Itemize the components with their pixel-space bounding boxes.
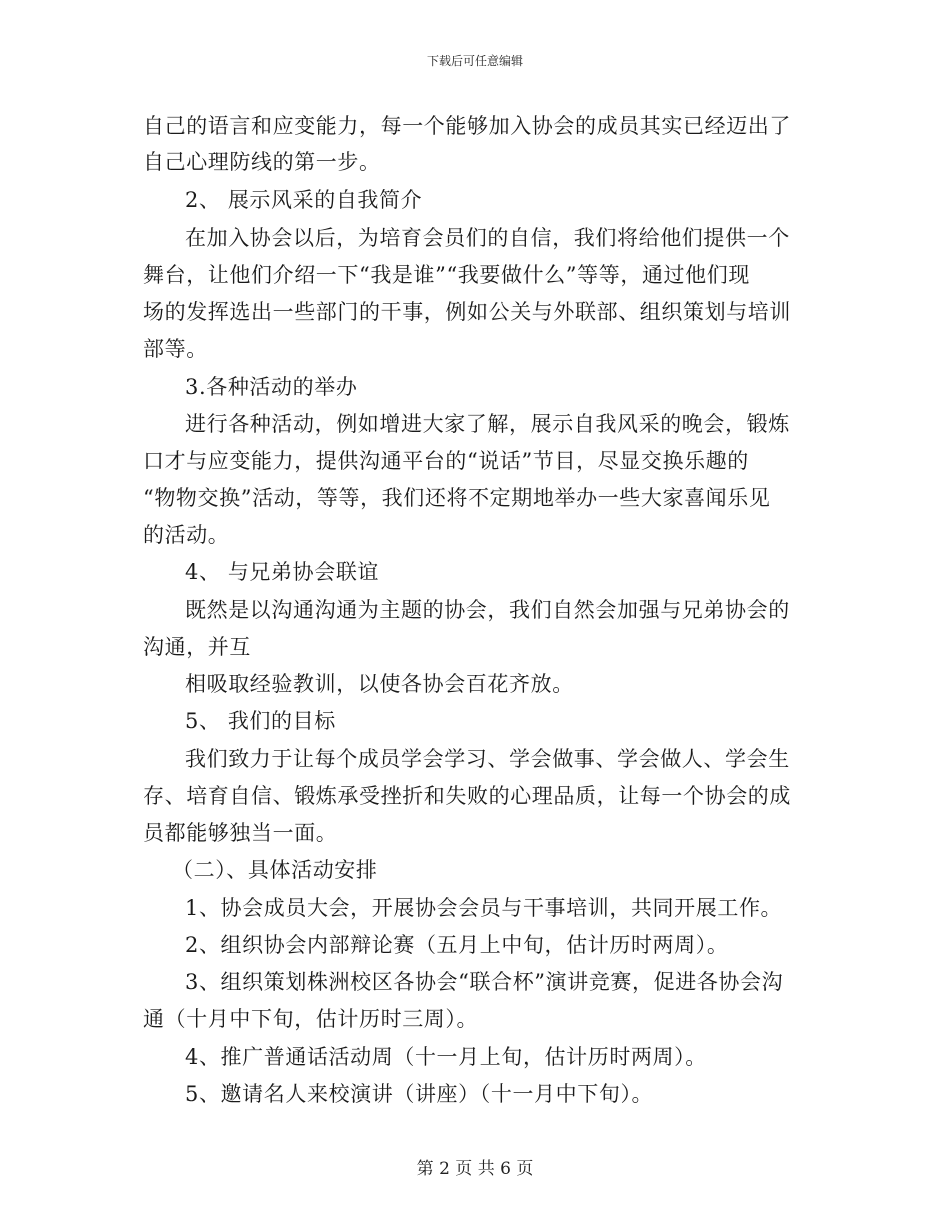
page-footer: 第 2 页 共 6 页 — [416, 1159, 534, 1179]
list-item: 3、组织策划株洲校区各协会“联合杯”演讲竞赛，促进各协会沟 — [185, 970, 784, 994]
body-line: 的活动。 — [143, 523, 230, 547]
body-line: 部等。 — [143, 337, 208, 361]
body-line: 员都能够独当一面。 — [143, 821, 338, 845]
body-line: 相吸取经验教训，以使各协会百花齐放。 — [185, 672, 574, 696]
body-line: 进行各种活动，例如增进大家了解，展示自我风采的晚会，锻炼 — [185, 412, 790, 436]
body-line: 我们致力于让每个成员学会学习、学会做事、学会做人、学会生 — [185, 747, 790, 771]
body-line: 既然是以沟通沟通为主题的协会，我们自然会加强与兄弟协会的 — [185, 598, 790, 622]
body-line: 场的发挥选出一些部门的干事，例如公关与外联部、组织策划与培训 — [143, 300, 791, 324]
list-item: 5、邀请名人来校演讲（讲座）（十一月中下旬）。 — [185, 1082, 654, 1106]
list-item-continuation: 通（十月中下旬，估计历时三周）。 — [143, 1007, 479, 1031]
body-line: 存、培育自信、锻炼承受挫折和失败的心理品质，让每一个协会的成 — [143, 784, 791, 808]
list-item: 2、组织协会内部辩论赛（五月上中旬，估计历时两周）。 — [185, 933, 729, 957]
list-item: 1、协会成员大会，开展协会会员与干事培训，共同开展工作。 — [185, 896, 783, 920]
body-line: 口才与应变能力，提供沟通平台的“说话”节目，尽显交换乐趣的 — [143, 449, 749, 473]
page-header: 下载后可任意编辑 — [426, 54, 523, 68]
section-heading: 4、 与兄弟协会联谊 — [185, 560, 380, 584]
section-heading: 3.各种活动的举办 — [185, 375, 358, 399]
section-heading: 2、 展示风采的自我简介 — [185, 188, 423, 212]
body-line: 舞台，让他们介绍一下“我是谁”“我要做什么”等等，通过他们现 — [143, 263, 750, 287]
body-line: 自己心理防线的第一步。 — [143, 150, 381, 174]
body-line: “物物交换”活动，等等，我们还将不定期地举办一些大家喜闻乐见 — [143, 486, 771, 510]
body-line: 沟通，并互 — [143, 635, 251, 659]
body-line: 自己的语言和应变能力，每一个能够加入协会的成员其实已经迈出了 — [143, 114, 791, 138]
subsection-heading: （二）、具体活动安排 — [172, 858, 378, 882]
section-heading: 5、 我们的目标 — [185, 709, 336, 733]
list-item: 4、推广普通话活动周（十一月上旬，估计历时两周）。 — [185, 1045, 707, 1069]
body-line: 在加入协会以后，为培育会员们的自信，我们将给他们提供一个 — [185, 226, 790, 250]
